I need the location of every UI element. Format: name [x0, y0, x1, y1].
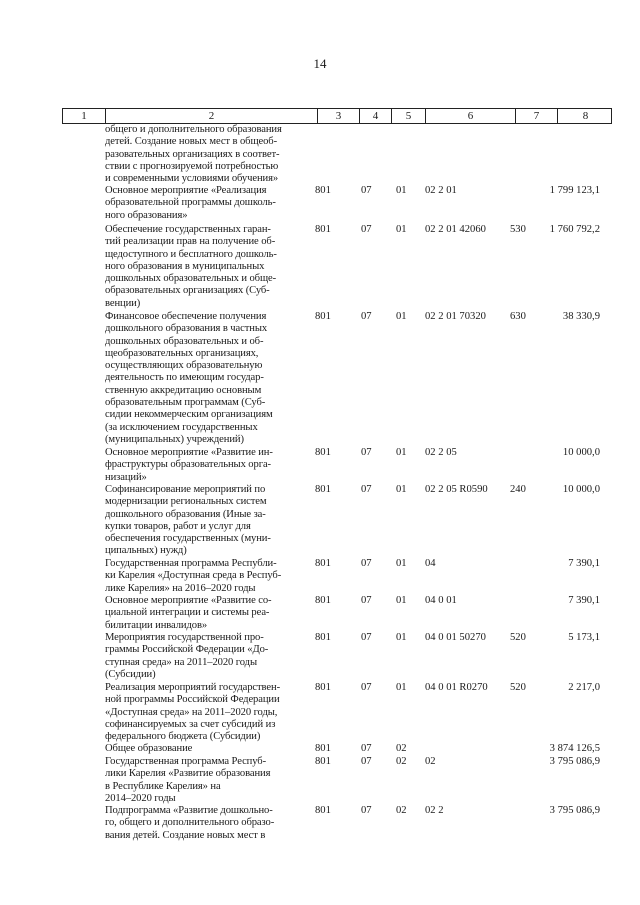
- row-code-target: 02 2 01 42060: [425, 224, 486, 235]
- row-amount: 1 760 792,2: [549, 224, 600, 235]
- page-number: 14: [313, 56, 327, 71]
- header-col-1: 1: [81, 110, 87, 122]
- row-code-subsection: 01: [396, 595, 407, 606]
- header-col-5: 5: [391, 109, 425, 123]
- row-code-ministry: 801: [315, 311, 331, 322]
- row-code-ministry: 801: [315, 682, 331, 693]
- row-amount: 10 000,0: [562, 447, 600, 458]
- row-code-section: 07: [361, 632, 372, 643]
- row-code-ministry: 801: [315, 756, 331, 767]
- row-description: Общее образование: [105, 743, 193, 754]
- row-description: Обеспечение государственных гаран- тий реализации прав на получение об- щедоступного и бесплатного дошколь- ного образования в муниципальных дошкольных образовательных и обще- образовательных организациях (Суб- венции): [105, 224, 277, 309]
- row-code-subsection: 01: [396, 311, 407, 322]
- row-code-subsection: 02: [396, 743, 407, 754]
- row-amount: 3 795 086,9: [549, 756, 600, 767]
- row-description: Реализация мероприятий государствен- ной программы Российской Федерации «Доступная среда» на 2011–2020 годы, софинансируемых за счет субсидий из федерального бюджета (Субсидии): [105, 682, 280, 743]
- row-description: Подпрограмма «Развитие дошкольно- го, общего и дополнительного образо- вания детей. Создание новых мест в: [105, 805, 275, 841]
- row-code-ministry: 801: [315, 224, 331, 235]
- table-header: [62, 108, 612, 124]
- row-code-target: 02 2 01 70320: [425, 311, 486, 322]
- row-amount: 7 390,1: [568, 595, 600, 606]
- header-col-4: 4: [359, 109, 391, 123]
- row-code-subsection: 01: [396, 632, 407, 643]
- row-code-section: 07: [361, 185, 372, 196]
- row-description: общего и дополнительного образования детей. Создание новых мест в общеоб- разовательных организациях в соответ- ствии с прогнозируемой потребностью и современными условиями обучения»: [105, 124, 282, 185]
- row-description: Государственная программа Республи- ки Карелия «Доступная среда в Респуб- лике Карелия» на 2016–2020 годы: [105, 558, 282, 594]
- header-col-8: 8: [557, 109, 613, 123]
- row-code-section: 07: [361, 558, 372, 569]
- row-amount: 2 217,0: [568, 682, 600, 693]
- row-code-target: 02 2 05: [425, 447, 457, 458]
- row-amount: 1 799 123,1: [549, 185, 600, 196]
- row-code-ministry: 801: [315, 595, 331, 606]
- row-code-expense-type: 520: [510, 682, 526, 693]
- row-code-ministry: 801: [315, 805, 331, 816]
- row-code-ministry: 801: [315, 447, 331, 458]
- row-amount: 10 000,0: [562, 484, 600, 495]
- row-code-subsection: 01: [396, 224, 407, 235]
- row-code-target: 04 0 01 50270: [425, 632, 486, 643]
- row-code-section: 07: [361, 447, 372, 458]
- row-amount: 3 874 126,5: [549, 743, 600, 754]
- row-code-section: 07: [361, 805, 372, 816]
- row-code-expense-type: 520: [510, 632, 526, 643]
- header-col-3: 3: [317, 109, 359, 123]
- header-col-6: 6: [425, 109, 515, 123]
- row-code-ministry: 801: [315, 185, 331, 196]
- row-code-section: 07: [361, 311, 372, 322]
- row-code-subsection: 02: [396, 805, 407, 816]
- row-code-section: 07: [361, 595, 372, 606]
- row-code-target: 02: [425, 756, 436, 767]
- header-col-2: 2: [105, 109, 317, 123]
- row-amount: 38 330,9: [562, 311, 600, 322]
- row-code-subsection: 01: [396, 484, 407, 495]
- row-description: Софинансирование мероприятий по модернизации региональных систем дошкольного образования (Иные за- купки товаров, работ и услуг для обеспечения государственных (муни- ципальных) нужд): [105, 484, 271, 557]
- row-code-section: 07: [361, 756, 372, 767]
- row-amount: 3 795 086,9: [549, 805, 600, 816]
- row-description: Государственная программа Респуб- лики Карелия «Развитие образования в Республике Карелия» на 2014–2020 годы: [105, 756, 271, 804]
- row-description: Основное мероприятие «Реализация образовательной программы дошколь- ного образования»: [105, 185, 276, 221]
- row-description: Мероприятия государственной про- граммы Российской Федерации «До- ступная среда» на 2011–2020 годы (Субсидии): [105, 632, 269, 680]
- row-code-subsection: 01: [396, 682, 407, 693]
- row-description: Основное мероприятие «Развитие ин- фраструктуры образовательных орга- низаций»: [105, 447, 273, 483]
- row-code-target: 02 2: [425, 805, 444, 816]
- row-code-subsection: 01: [396, 447, 407, 458]
- row-amount: 7 390,1: [568, 558, 600, 569]
- row-amount: 5 173,1: [568, 632, 600, 643]
- row-code-target: 04 0 01: [425, 595, 457, 606]
- row-code-target: 04: [425, 558, 436, 569]
- header-col-7: 7: [515, 109, 557, 123]
- row-code-section: 07: [361, 484, 372, 495]
- row-code-ministry: 801: [315, 558, 331, 569]
- row-code-target: 04 0 01 R0270: [425, 682, 488, 693]
- row-code-section: 07: [361, 224, 372, 235]
- row-code-section: 07: [361, 743, 372, 754]
- row-code-ministry: 801: [315, 484, 331, 495]
- row-code-expense-type: 630: [510, 311, 526, 322]
- row-code-subsection: 01: [396, 185, 407, 196]
- row-code-ministry: 801: [315, 743, 331, 754]
- row-code-expense-type: 530: [510, 224, 526, 235]
- row-code-expense-type: 240: [510, 484, 526, 495]
- row-code-target: 02 2 05 R0590: [425, 484, 488, 495]
- row-code-ministry: 801: [315, 632, 331, 643]
- row-code-section: 07: [361, 682, 372, 693]
- row-code-target: 02 2 01: [425, 185, 457, 196]
- row-code-subsection: 02: [396, 756, 407, 767]
- row-description: Основное мероприятие «Развитие со- циальной интеграции и системы реа- билитации инвалидов»: [105, 595, 272, 631]
- row-code-subsection: 01: [396, 558, 407, 569]
- row-description: Финансовое обеспечение получения дошкольного образования в частных дошкольных образовательных и об- щеобразовательных организациях, осуществляющих образовательную деятельность по имеющим государ- ственную аккредитацию основным образовательным программам (Суб- сидии некоммерческим организациям (за исключением государственных (муниципальных) учреждений): [105, 311, 273, 445]
